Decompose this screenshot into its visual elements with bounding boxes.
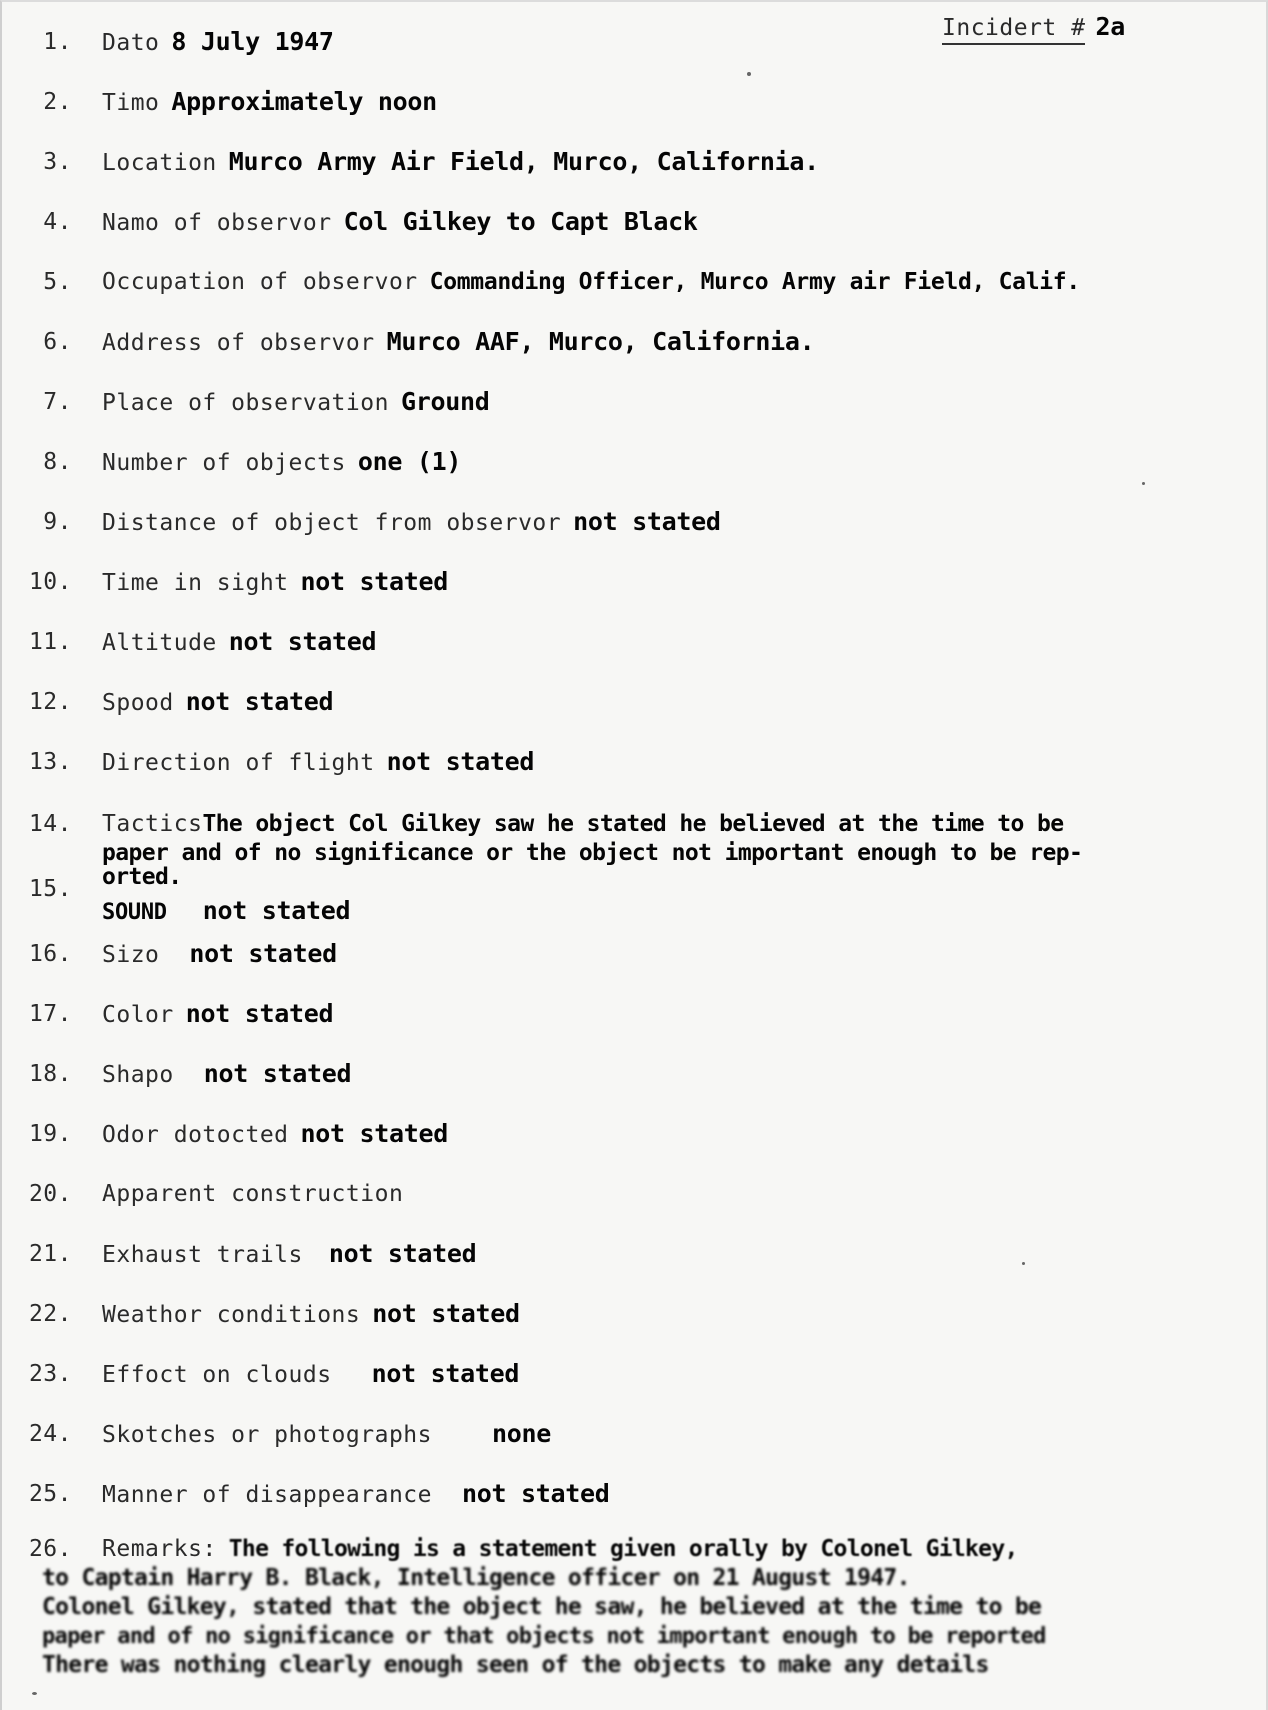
item-number: 25. bbox=[28, 1481, 72, 1507]
item-value: Commanding Officer, Murco Army air Field, Calif. bbox=[429, 269, 1080, 295]
item-number: 18. bbox=[28, 1061, 72, 1087]
item-number: 16. bbox=[28, 941, 72, 967]
scan-speck bbox=[747, 72, 751, 76]
item-value: none bbox=[492, 1419, 552, 1448]
sound-label: SOUND bbox=[102, 900, 167, 925]
item-value: Murco Army Air Field, Murco, California. bbox=[228, 147, 819, 176]
item-value: Murco AAF, Murco, California. bbox=[386, 327, 815, 356]
item-label: Odor dotocted bbox=[102, 1122, 289, 1148]
item-value: The object Col Gilkey saw he stated he believed at the time to be bbox=[202, 811, 1064, 837]
item-value: not stated bbox=[228, 627, 377, 656]
item-value: The following is a statement given orally by Colonel Gilkey, bbox=[228, 1536, 1018, 1562]
item-number: 1. bbox=[43, 29, 72, 55]
item-number: 14. bbox=[28, 811, 72, 837]
item-number: 8. bbox=[43, 449, 72, 475]
scan-speck bbox=[1142, 482, 1145, 485]
item-value: not stated bbox=[185, 687, 334, 716]
incident-label: Incidert # bbox=[942, 15, 1085, 45]
remarks-line: There was nothing clearly enough seen of the objects to make any details bbox=[42, 1652, 989, 1678]
item-value: not stated bbox=[189, 939, 337, 968]
item-label: Spood bbox=[102, 690, 174, 716]
item-number: 2. bbox=[43, 89, 72, 115]
item-value: not stated bbox=[372, 1299, 520, 1328]
item-value: not stated bbox=[300, 567, 449, 596]
item-value: one (1) bbox=[357, 447, 462, 476]
item-number: 17. bbox=[28, 1001, 72, 1027]
item-number: 24. bbox=[28, 1421, 72, 1447]
item-label: Number of objects bbox=[102, 450, 346, 476]
item-label: Apparent construction bbox=[102, 1181, 404, 1207]
item-label: Direction of flight bbox=[102, 750, 375, 776]
item-label: Sizo bbox=[102, 942, 160, 968]
item-label: Effoct on clouds bbox=[102, 1362, 332, 1388]
sound-row bbox=[102, 894, 350, 928]
item-number: 5. bbox=[43, 269, 72, 295]
item-value: not stated bbox=[203, 1059, 352, 1088]
item-number: 11. bbox=[28, 629, 72, 655]
remarks-line: paper and of no significance or that objects not important enough to be reported bbox=[42, 1624, 1046, 1649]
item-label: Time in sight bbox=[102, 570, 289, 596]
item-value: Approximately noon bbox=[171, 87, 437, 116]
item-number: 23. bbox=[28, 1361, 72, 1387]
item-label: Dato bbox=[102, 30, 160, 56]
sound-value: not stated bbox=[202, 896, 351, 925]
item-number: 19. bbox=[28, 1121, 72, 1147]
item-label: Weathor conditions bbox=[102, 1302, 361, 1328]
item-label: Altitude bbox=[102, 630, 217, 656]
item-label: Tactics bbox=[102, 811, 203, 837]
item-number: 7. bbox=[43, 389, 72, 415]
item-label: Distance of object from observor bbox=[102, 510, 562, 536]
item-value: 8 July 1947 bbox=[171, 27, 334, 56]
item-value: not stated bbox=[185, 999, 334, 1028]
item-number: 12. bbox=[28, 689, 72, 715]
item-label: Place of observation bbox=[102, 390, 389, 416]
incident-header bbox=[942, 12, 1125, 41]
remarks-continuation bbox=[42, 1564, 1046, 1680]
item-value: Ground bbox=[400, 387, 490, 416]
item-label: Shapo bbox=[102, 1062, 174, 1088]
item-number: 10. bbox=[28, 569, 72, 595]
scan-speck bbox=[32, 1692, 37, 1695]
item-label: Occupation of observor bbox=[102, 269, 418, 295]
scan-speck bbox=[1022, 1262, 1025, 1265]
tactics-continuation bbox=[102, 838, 1082, 892]
item-value: not stated bbox=[386, 747, 535, 776]
item-value: not stated bbox=[462, 1479, 610, 1508]
item-number: 9. bbox=[43, 509, 72, 535]
item-value: not stated bbox=[371, 1359, 520, 1388]
item-value: not stated bbox=[328, 1239, 477, 1268]
incident-number: 2a bbox=[1095, 12, 1125, 41]
item-value: Col Gilkey to Capt Black bbox=[343, 207, 698, 236]
item-number: 20. bbox=[28, 1181, 72, 1207]
remarks-line: Colonel Gilkey, stated that the object he saw, he believed at the time to be bbox=[42, 1594, 1042, 1620]
item-value: not stated bbox=[573, 507, 721, 536]
item-label: Color bbox=[102, 1002, 174, 1028]
item-label: Timo bbox=[102, 90, 160, 116]
item-label: Remarks: bbox=[102, 1536, 217, 1562]
tactics-line: paper and of no significance or the object not important enough to be rep- bbox=[102, 840, 1083, 866]
remarks-line: to Captain Harry B. Black, Intelligence officer on 21 August 1947. bbox=[42, 1565, 910, 1591]
item-label: Address of observor bbox=[102, 330, 375, 356]
item-number: 26. bbox=[28, 1536, 72, 1562]
tactics-line: orted. bbox=[102, 864, 182, 890]
item-number: 3. bbox=[43, 149, 72, 175]
item-label: Skotches or photographs bbox=[102, 1422, 432, 1448]
item-label: Exhaust trails bbox=[102, 1242, 303, 1268]
item-number: 6. bbox=[43, 329, 72, 355]
item-number: 21. bbox=[28, 1241, 72, 1267]
item-value: not stated bbox=[300, 1119, 449, 1148]
item-label: Manner of disappearance bbox=[102, 1482, 432, 1508]
item-label: Location bbox=[102, 150, 217, 176]
item-number: 13. bbox=[28, 749, 72, 775]
item-label: Namo of observor bbox=[102, 210, 332, 236]
item-number: 15. bbox=[28, 876, 72, 902]
item-number: 22. bbox=[28, 1301, 72, 1327]
item-number: 4. bbox=[43, 209, 72, 235]
